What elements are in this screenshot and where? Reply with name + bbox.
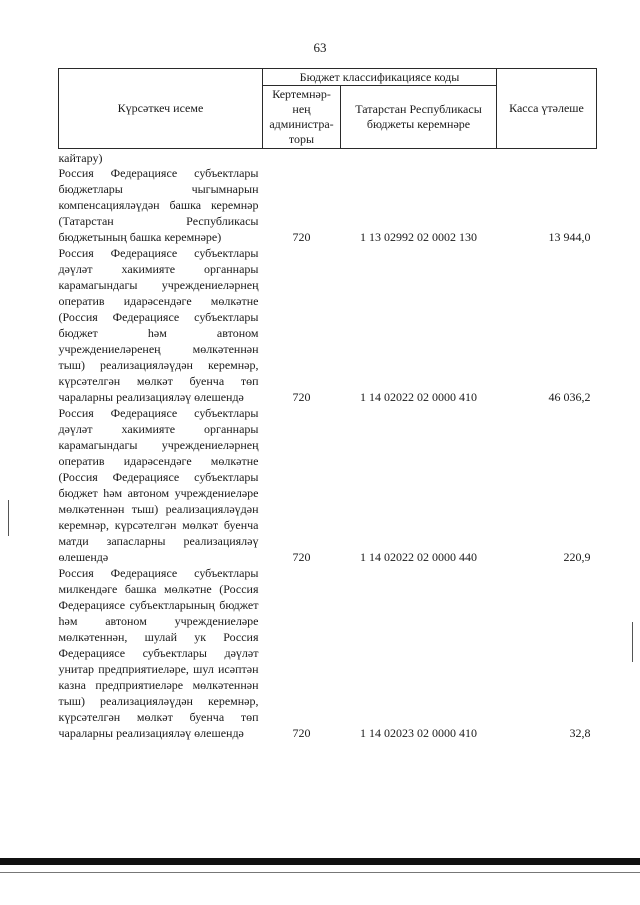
scan-bottom-edge <box>0 858 640 865</box>
continuation-text: кайтару) <box>58 151 103 165</box>
header-cash-execution: Касса үтәлеше <box>497 69 597 149</box>
header-indicator-name: Күрсәткеч исеме <box>59 69 263 149</box>
table-header <box>59 69 597 149</box>
scan-artifact-left <box>8 500 9 536</box>
row-admin-code: 720 <box>292 390 311 404</box>
row-admin-code: 720 <box>292 230 311 244</box>
revenue-table <box>58 68 597 741</box>
continuation-row <box>59 149 597 166</box>
table-row <box>59 565 597 741</box>
row-indicator-name: Россия Федерациясе субъектлары милкендәге башка мөлкәтне (Россия Федерациясе субъектларының бюджет һәм автоном учреждениеләре мөлкәтеннән, шулай ук Россия Федерациясе субъектлары дәүләт унитар предприятиеләре, шул исәптән казна предприятиеләре мөлкәтеннән тыш) реализацияләүдән керемнәр, күрсәтелгән мөлкәт буенча төп чараларны реализацияләү өлешендә <box>58 566 259 740</box>
scan-artifact-right <box>632 622 633 662</box>
row-indicator-name: Россия Федерациясе субъектлары бюджетлары чыгымнарын компенсацияләүдән башка керемнәр (Татарстан Республикасы бюджетының башка керемнәре) <box>58 166 259 244</box>
scan-bottom-line <box>0 872 640 873</box>
row-classification-code: 1 14 02023 02 0000 410 <box>360 726 477 740</box>
row-classification-code: 1 13 02992 02 0002 130 <box>360 230 477 244</box>
header-republic-budget-revenue: Татарстан Республикасы бюджеты керемнәре <box>341 86 497 149</box>
table-row <box>59 245 597 405</box>
row-cash-amount: 13 944,0 <box>548 230 591 244</box>
row-admin-code: 720 <box>292 726 311 740</box>
header-budget-code-group: Бюджет классификациясе коды <box>263 69 497 86</box>
header-revenue-administrator: Кертемнәр-нең администра-торы <box>263 86 341 149</box>
row-admin-code: 720 <box>292 550 311 564</box>
table-row <box>59 405 597 565</box>
row-cash-amount: 32,8 <box>569 726 591 740</box>
row-classification-code: 1 14 02022 02 0000 410 <box>360 390 477 404</box>
page-number: 63 <box>313 40 327 55</box>
row-indicator-name: Россия Федерациясе субъектлары дәүләт хакимияте органнары карамагындагы учреждениеләрнең оператив идарәсендәге мөлкәтне (Россия Федерациясе субъектлары бюджет һәм автоном учреждениеләре мөлкәтеннән тыш) реализацияләүдән керемнәр, күрсәтелгән мөлкәт буенча матди запасларны реализацияләү өлешендә <box>58 406 259 564</box>
table-row <box>59 165 597 245</box>
row-cash-amount: 46 036,2 <box>548 390 591 404</box>
row-classification-code: 1 14 02022 02 0000 440 <box>360 550 477 564</box>
row-indicator-name: Россия Федерациясе субъектлары дәүләт хакимияте органнары карамагындагы учреждениеләрнең оператив идарәсендәге мөлкәтне (Россия Федерациясе субъектлары бюджет һәм автоном учреждениеләренең мөлкәтеннән тыш) реализацияләүдән керемнәр, күрсәтелгән мөлкәт буенча төп чараларны реализацияләү өлешендә <box>58 246 259 404</box>
row-cash-amount: 220,9 <box>563 550 591 564</box>
